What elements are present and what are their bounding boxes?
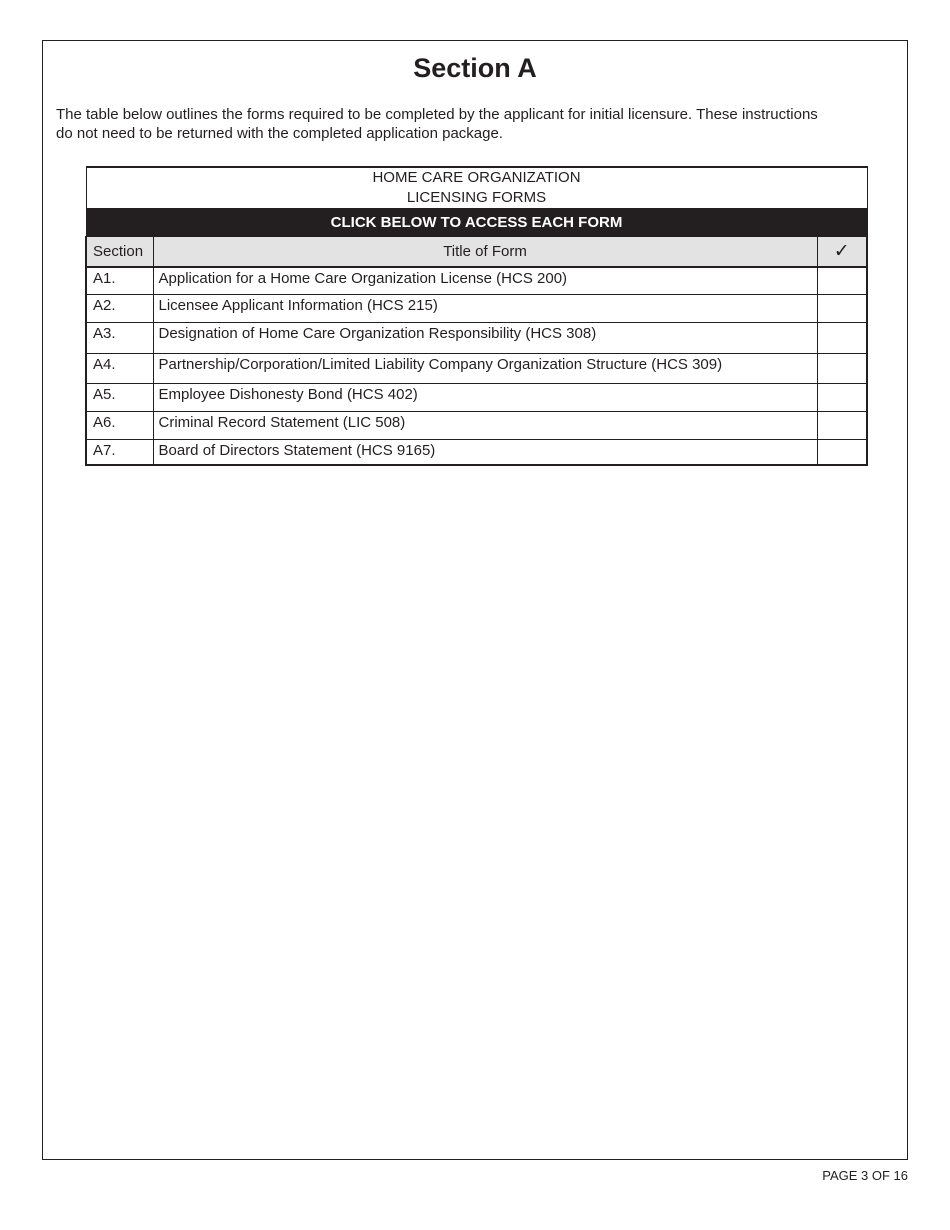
header-checkmark-icon: ✓	[817, 237, 867, 268]
table-caption	[86, 167, 867, 209]
table-row	[86, 383, 867, 411]
form-checkbox[interactable]	[817, 383, 867, 411]
form-checkbox[interactable]	[817, 439, 867, 465]
form-link-hcs-308[interactable]: Designation of Home Care Organization Responsibility (HCS 308)	[153, 322, 817, 353]
table-row	[86, 294, 867, 322]
form-link-hcs-215[interactable]: Licensee Applicant Information (HCS 215)	[153, 294, 817, 322]
header-title-of-form: Title of Form	[153, 237, 817, 268]
form-checkbox[interactable]	[817, 294, 867, 322]
row-section: A4.	[86, 353, 153, 383]
form-link-hcs-200[interactable]: Application for a Home Care Organization License (HCS 200)	[153, 267, 817, 294]
form-link-hcs-309[interactable]: Partnership/Corporation/Limited Liability Company Organization Structure (HCS 309)	[153, 353, 817, 383]
form-checkbox[interactable]	[817, 411, 867, 439]
form-link-lic-508[interactable]: Criminal Record Statement (LIC 508)	[153, 411, 817, 439]
intro-line-1: The table below outlines the forms required to be completed by the applicant for initial licensure. These instructions	[56, 106, 818, 123]
row-section: A6.	[86, 411, 153, 439]
header-section: Section	[86, 237, 153, 268]
page-title: Section A	[413, 53, 537, 83]
row-section: A1.	[86, 267, 153, 294]
row-section: A5.	[86, 383, 153, 411]
table-banner: CLICK BELOW TO ACCESS EACH FORM	[86, 209, 867, 237]
table-caption-line-1: HOME CARE ORGANIZATION	[372, 169, 581, 186]
table-caption-row	[86, 167, 867, 209]
table-row	[86, 322, 867, 353]
intro-line-2: do not need to be returned with the completed application package.	[56, 125, 503, 142]
form-checkbox[interactable]	[817, 267, 867, 294]
table-row	[86, 439, 867, 465]
row-section: A2.	[86, 294, 153, 322]
table-row	[86, 353, 867, 383]
row-section: A7.	[86, 439, 153, 465]
table-row	[86, 411, 867, 439]
table-header-row	[86, 237, 867, 268]
licensing-forms-table	[85, 166, 868, 466]
intro-text	[56, 105, 898, 143]
form-link-hcs-402[interactable]: Employee Dishonesty Bond (HCS 402)	[153, 383, 817, 411]
row-section: A3.	[86, 322, 153, 353]
form-link-hcs-9165[interactable]: Board of Directors Statement (HCS 9165)	[153, 439, 817, 465]
page-number: PAGE 3 OF 16	[822, 1168, 908, 1183]
form-checkbox[interactable]	[817, 353, 867, 383]
table-caption-line-2: LICENSING FORMS	[406, 189, 547, 206]
table-row	[86, 267, 867, 294]
page-frame	[42, 40, 908, 1160]
table-banner-row	[86, 209, 867, 237]
form-checkbox[interactable]	[817, 322, 867, 353]
